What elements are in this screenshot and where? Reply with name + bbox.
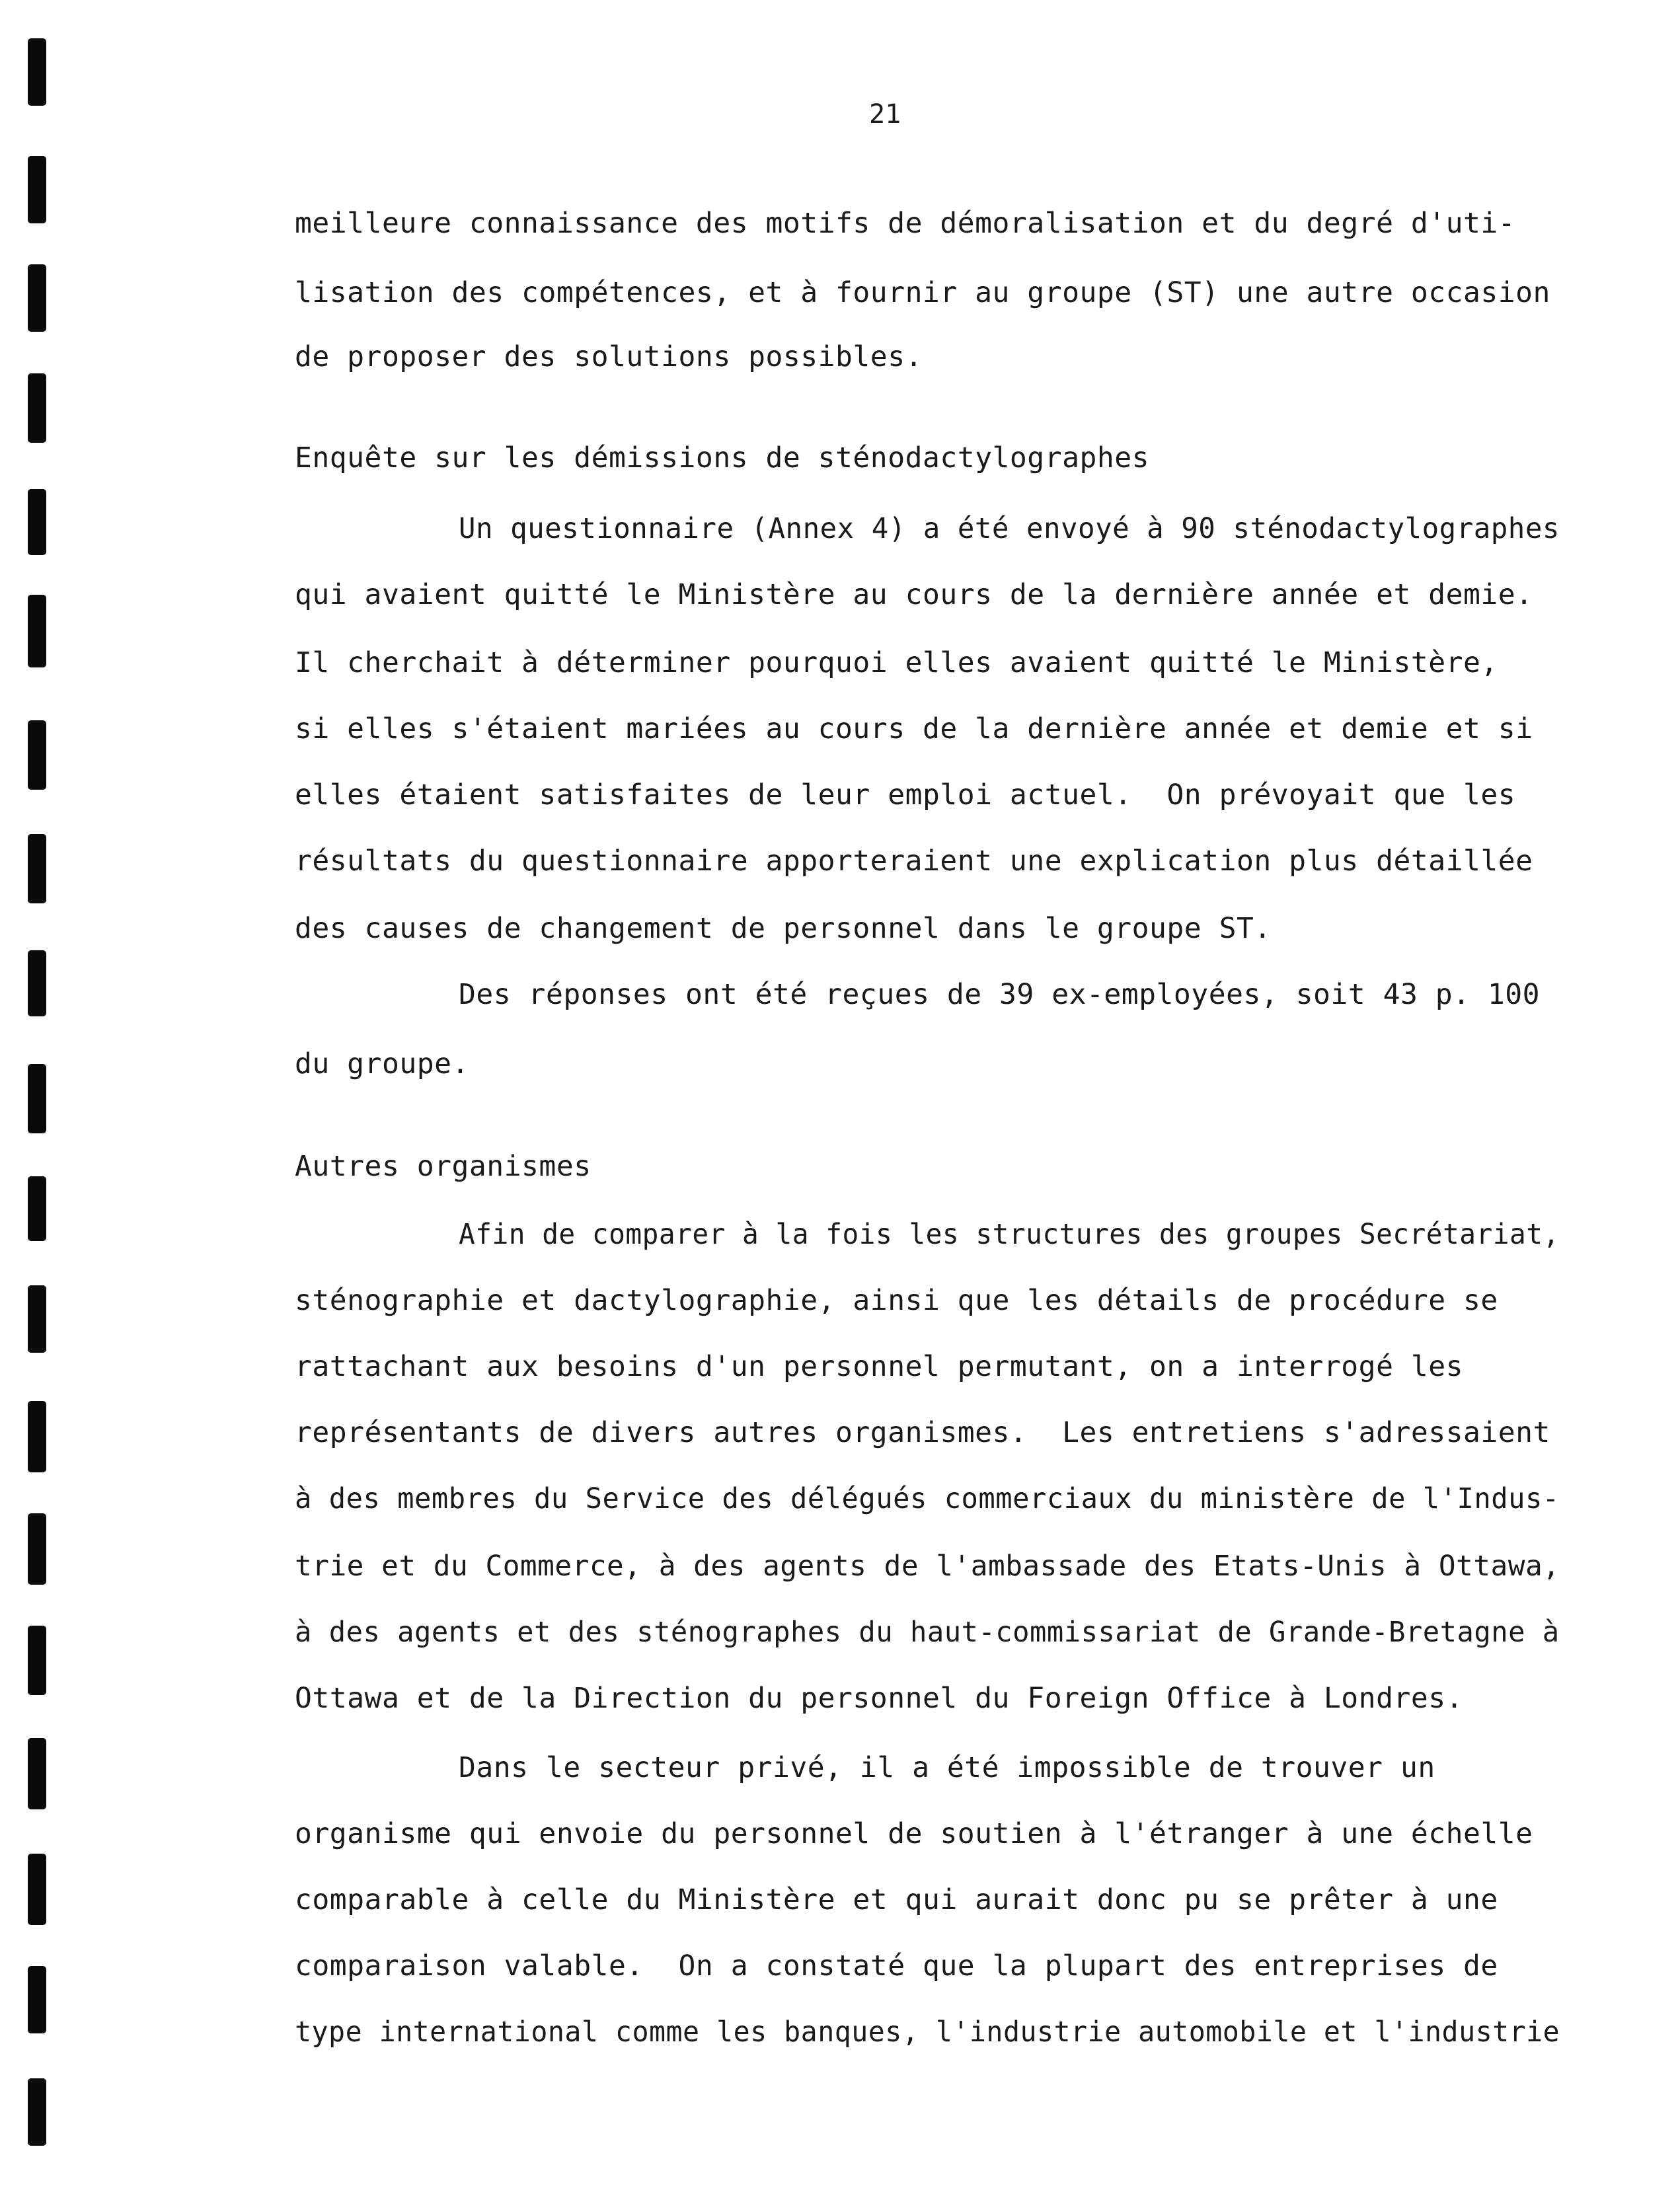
text-line: à des membres du Service des délégués commerciaux du ministère de l'Indus- (295, 1482, 1560, 1515)
text-line: de proposer des solutions possibles. (295, 340, 923, 373)
binder-mark (28, 950, 46, 1016)
text-line: qui avaient quitté le Ministère au cours de la dernière année et demie. (295, 578, 1533, 611)
binder-mark (28, 373, 46, 443)
section-heading: Autres organismes (295, 1150, 592, 1183)
page-number: 21 (869, 99, 901, 130)
text-line: type international comme les banques, l'industrie automobile et l'industrie (295, 2016, 1560, 2049)
text-line: Il cherchait à déterminer pourquoi elles avaient quitté le Ministère, (295, 646, 1498, 679)
text-line: comparable à celle du Ministère et qui aurait donc pu se prêter à une (295, 1883, 1498, 1916)
text-line: comparaison valable. On a constaté que la plupart des entreprises de (295, 1949, 1498, 1983)
text-line: représentants de divers autres organismes. Les entretiens s'adressaient (295, 1416, 1550, 1449)
text-line: Afin de comparer à la fois les structures des groupes Secrétariat, (459, 1218, 1560, 1251)
binder-mark (28, 264, 46, 332)
binder-mark (28, 834, 46, 903)
binder-mark (28, 1064, 46, 1133)
text-line: trie et du Commerce, à des agents de l'ambassade des Etats-Unis à Ottawa, (295, 1550, 1560, 1583)
binder-mark (28, 595, 46, 667)
binder-mark (28, 489, 46, 555)
binder-mark (28, 2078, 46, 2146)
text-line: Ottawa et de la Direction du personnel du Foreign Office à Londres. (295, 1682, 1464, 1715)
text-line: sténographie et dactylographie, ainsi que les détails de procédure se (295, 1284, 1498, 1317)
binder-mark (28, 1626, 46, 1695)
binder-mark (28, 1401, 46, 1472)
binder-mark (28, 38, 46, 106)
binder-mark (28, 156, 46, 223)
text-line: Un questionnaire (Annex 4) a été envoyé à 90 sténodactylographes (459, 512, 1560, 545)
text-line: Des réponses ont été reçues de 39 ex-employées, soit 43 p. 100 (459, 978, 1541, 1011)
text-line: meilleure connaissance des motifs de démoralisation et du degré d'uti- (295, 207, 1516, 240)
text-line: lisation des compétences, et à fournir au groupe (ST) une autre occasion (295, 276, 1550, 309)
binder-mark (28, 1854, 46, 1925)
text-line: elles étaient satisfaites de leur emploi actuel. On prévoyait que les (295, 778, 1516, 812)
section-heading: Enquête sur les démissions de sténodactylographes (295, 441, 1150, 474)
text-line: si elles s'étaient mariées au cours de la dernière année et demie et si (295, 712, 1533, 745)
binder-mark (28, 720, 46, 790)
text-line: Dans le secteur privé, il a été impossible de trouver un (459, 1751, 1435, 1784)
text-line: des causes de changement de personnel dans le groupe ST. (295, 912, 1272, 945)
binder-mark (28, 1176, 46, 1241)
text-line: rattachant aux besoins d'un personnel permutant, on a interrogé les (295, 1350, 1464, 1383)
binder-mark (28, 1513, 46, 1585)
text-line: du groupe. (295, 1047, 469, 1080)
binder-mark (28, 1966, 46, 2033)
binder-mark (28, 1738, 46, 1809)
text-line: résultats du questionnaire apporteraient une explication plus détaillée (295, 845, 1533, 878)
binder-mark (28, 1285, 46, 1353)
text-line: organisme qui envoie du personnel de soutien à l'étranger à une échelle (295, 1817, 1533, 1850)
text-line: à des agents et des sténographes du haut-commissariat de Grande-Bretagne à (295, 1616, 1560, 1649)
